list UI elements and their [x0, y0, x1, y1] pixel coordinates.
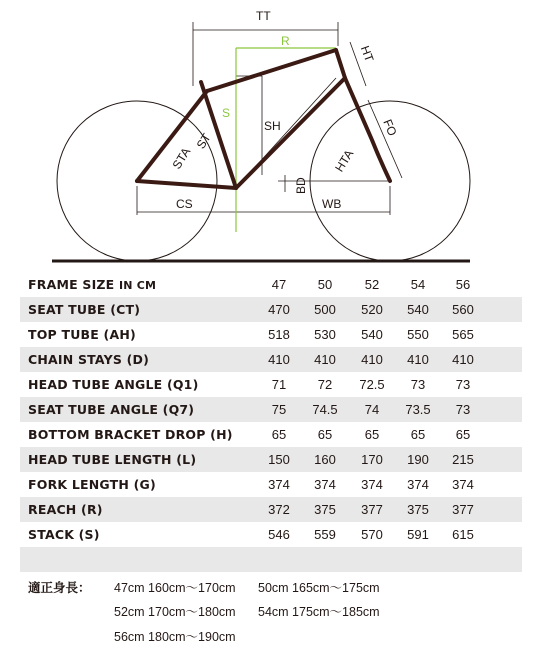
label-fo: FO [380, 117, 400, 138]
label-s: S [222, 106, 231, 120]
table-cell: 375 [314, 502, 336, 517]
table-cell: 540 [407, 302, 429, 317]
table-cell: 410 [268, 352, 290, 367]
label-cs: CS [176, 197, 193, 211]
table-cell: 410 [361, 352, 383, 367]
table-cell: 170 [361, 452, 383, 467]
table-cell: 72 [317, 377, 333, 392]
table-row [20, 447, 522, 472]
table-cell: 410 [452, 352, 474, 367]
row-label: CHAIN STAYS (D) [28, 352, 150, 367]
table-cell: 374 [314, 477, 336, 492]
table-cell: 377 [361, 502, 383, 517]
table-cell: 615 [452, 527, 474, 542]
row-label: FORK LENGTH (G) [28, 477, 156, 492]
table-cell: 560 [452, 302, 474, 317]
table-cell: 372 [268, 502, 290, 517]
label-st: ST [193, 130, 214, 152]
size-guide-entry: 54cm 175cm～185cm [258, 605, 380, 619]
table-cell: 150 [268, 452, 290, 467]
row-label: SEAT TUBE ANGLE (Q7) [28, 402, 195, 417]
size-header: 54 [410, 277, 426, 292]
table-cell: 550 [407, 327, 429, 342]
size-guide-entry: 52cm 170cm～180cm [114, 605, 236, 619]
top-tube [207, 50, 336, 91]
table-cell: 470 [268, 302, 290, 317]
table-cell: 410 [314, 352, 336, 367]
size-header: 50 [317, 277, 333, 292]
table-cell: 591 [407, 527, 429, 542]
table-cell: 374 [407, 477, 429, 492]
table-row [20, 397, 522, 422]
table-cell: 530 [314, 327, 336, 342]
table-cell: 540 [361, 327, 383, 342]
table-row [20, 422, 522, 447]
label-wb: WB [322, 197, 342, 211]
seat-stay [137, 91, 207, 181]
table-cell: 65 [410, 427, 426, 442]
table-cell: 520 [361, 302, 383, 317]
table-header-row [20, 272, 522, 297]
table-row [20, 297, 522, 322]
row-label: REACH (R) [28, 502, 103, 517]
table-cell: 74.5 [312, 402, 338, 417]
chain-stay [137, 181, 236, 188]
label-sh: SH [264, 119, 281, 133]
row-label: STACK (S) [28, 527, 100, 542]
table-row [20, 497, 522, 522]
table-row [20, 372, 522, 397]
table-cell: 65 [455, 427, 471, 442]
table-cell: 374 [361, 477, 383, 492]
table-cell: 73 [455, 377, 471, 392]
table-cell: 570 [361, 527, 383, 542]
row-label: SEAT TUBE (CT) [28, 302, 141, 317]
table-cell: 65 [317, 427, 333, 442]
table-cell: 374 [452, 477, 474, 492]
table-cell: 73.5 [405, 402, 431, 417]
row-label: HEAD TUBE LENGTH (L) [28, 452, 197, 467]
label-ht: HT [357, 43, 377, 64]
table-cell: 500 [314, 302, 336, 317]
table-cell: 75 [271, 402, 287, 417]
down-tube [236, 78, 345, 188]
table-cell: 71 [271, 377, 287, 392]
row-label: BOTTOM BRACKET DROP (H) [28, 427, 233, 442]
size-guide-title: 適正身長： [28, 581, 91, 595]
table-cell: 65 [364, 427, 380, 442]
table-row [20, 347, 522, 372]
table-cell: 73 [410, 377, 426, 392]
size-guide-entry: 50cm 165cm～175cm [258, 581, 380, 595]
size-guide-entry: 56cm 180cm～190cm [114, 630, 236, 644]
label-hta: HTA [332, 147, 357, 175]
table-row [20, 322, 522, 347]
table-cell: 546 [268, 527, 290, 542]
table-cell: 215 [452, 452, 474, 467]
geometry-table [20, 272, 522, 572]
label-r: R [281, 34, 290, 48]
label-sta: STA [169, 145, 194, 172]
table-row [20, 522, 522, 547]
table-cell: 565 [452, 327, 474, 342]
table-cell: 518 [268, 327, 290, 342]
table-body [20, 297, 522, 572]
size-header: 56 [455, 277, 471, 292]
label-tt: TT [256, 9, 271, 23]
geometry-diagram [0, 0, 540, 268]
table-cell: 72.5 [359, 377, 385, 392]
table-cell: 74 [364, 402, 380, 417]
table-cell: 73 [455, 402, 471, 417]
size-guide-entry: 47cm 160cm～170cm [114, 581, 236, 595]
table-row [20, 472, 522, 497]
label-bd: BD [294, 177, 308, 194]
size-header: 52 [364, 277, 380, 292]
table-cell: 410 [407, 352, 429, 367]
table-cell: 559 [314, 527, 336, 542]
table-blank-row [20, 547, 522, 572]
table-cell: 377 [452, 502, 474, 517]
row-label: TOP TUBE (AH) [28, 327, 136, 342]
table-cell: 375 [407, 502, 429, 517]
frame-size-label: FRAME SIZE IN CM [28, 277, 157, 292]
table-cell: 65 [271, 427, 287, 442]
size-header: 47 [271, 277, 287, 292]
table-cell: 190 [407, 452, 429, 467]
table-cell: 160 [314, 452, 336, 467]
head-tube [336, 50, 345, 78]
row-label: HEAD TUBE ANGLE (Q1) [28, 377, 199, 392]
table-cell: 374 [268, 477, 290, 492]
